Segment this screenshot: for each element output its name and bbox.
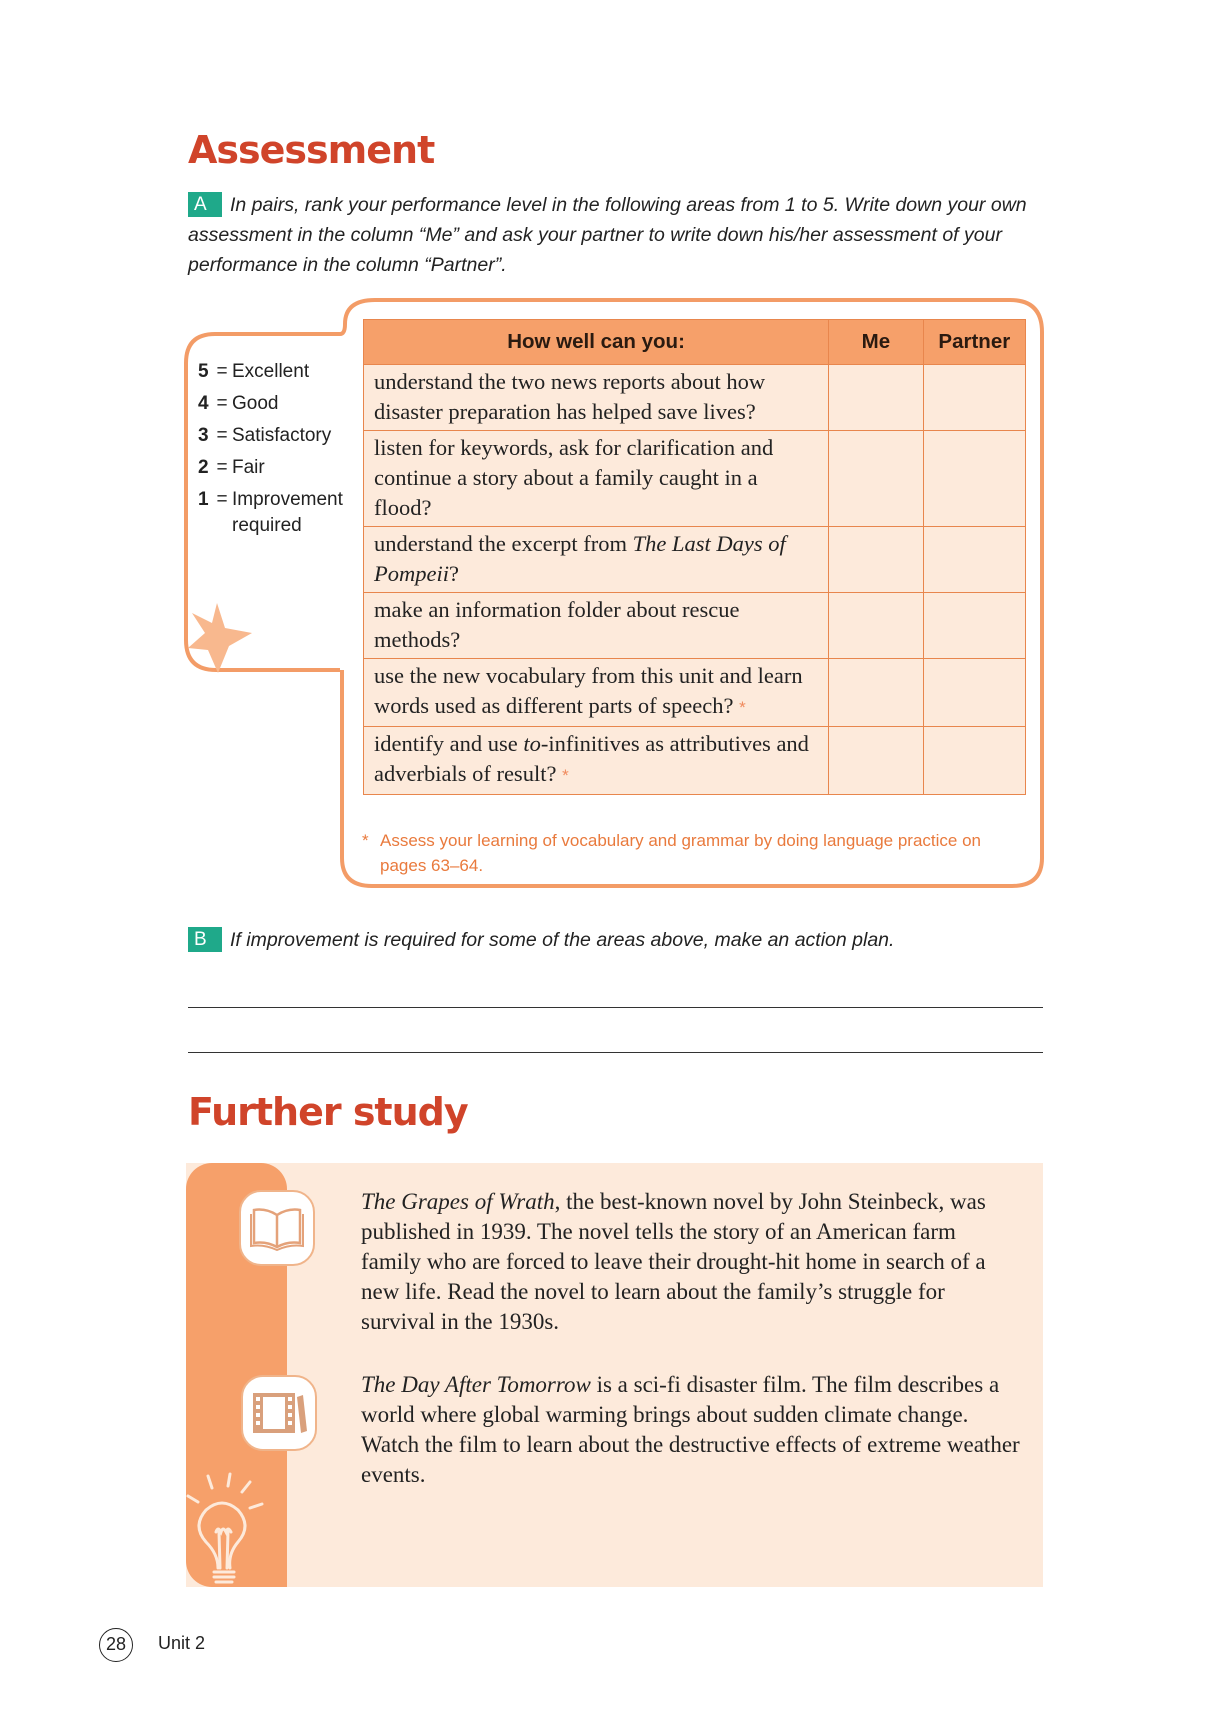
book-icon: [248, 1205, 306, 1251]
me-score-cell[interactable]: [829, 593, 924, 659]
task-b-text: If improvement is required for some of the areas above, make an action plan.: [230, 929, 895, 951]
scale-equals: =: [216, 393, 228, 414]
skill-cell: [364, 431, 829, 527]
skill-cell: [364, 527, 829, 593]
lightbulb-icon: [186, 1470, 286, 1590]
me-score-cell[interactable]: [829, 527, 924, 593]
table-row: [364, 727, 1026, 795]
scale-item: [198, 452, 362, 484]
scale-item: [198, 484, 362, 539]
novel-title: The Grapes of Wrath: [361, 1189, 555, 1214]
partner-score-cell[interactable]: [923, 365, 1025, 431]
me-score-cell[interactable]: [829, 365, 924, 431]
skill-text: make an information folder about rescue methods?: [374, 597, 740, 652]
skill-title-italic: The Last Days of Pompeii: [374, 531, 786, 586]
scale-equals: =: [216, 457, 228, 478]
scale-equals: =: [216, 425, 228, 446]
study-item-novel: [361, 1187, 1021, 1337]
film-description: is a sci-fi disaster film. The film describes a world where global warming brings about sudden climate change. Watch the film to learn about the destructive effects of extreme weather events.: [361, 1372, 1020, 1487]
me-score-cell[interactable]: [829, 659, 924, 727]
table-row: [364, 527, 1026, 593]
partner-score-cell[interactable]: [923, 431, 1025, 527]
skill-cell: [364, 659, 829, 727]
header-me: Me: [829, 320, 924, 365]
table-footnote: [362, 828, 1022, 878]
me-score-cell[interactable]: [829, 727, 924, 795]
skill-cell: [364, 593, 829, 659]
scale-label: Satisfactory: [232, 425, 332, 446]
footnote-pages: pages 63–64.: [380, 856, 484, 875]
scale-item: [198, 388, 362, 420]
me-score-cell[interactable]: [829, 431, 924, 527]
task-b-badge: B: [188, 927, 222, 952]
action-plan-line[interactable]: [188, 1007, 1043, 1008]
table-row: [364, 365, 1026, 431]
study-item-film: [361, 1370, 1021, 1490]
star-icon: [188, 603, 252, 673]
header-how-well: How well can you:: [364, 320, 829, 365]
scale-item: [198, 420, 362, 452]
scale-item: [198, 356, 362, 388]
skill-text-end: -infinitives as attributives and adverbials of result?: [374, 731, 809, 786]
partner-score-cell[interactable]: [923, 593, 1025, 659]
asterisk-marker: *: [562, 766, 569, 785]
footnote-text: Assess your learning of vocabulary and grammar by doing language practice on: [380, 831, 982, 850]
skill-text: listen for keywords, ask for clarification and continue a story about a family caught in a flood?: [374, 435, 774, 520]
scale-label: Good: [232, 393, 279, 414]
unit-label: Unit 2: [158, 1633, 206, 1653]
scale-label: Improvement required: [232, 489, 343, 536]
skill-cell: [364, 727, 829, 795]
scale-label: Excellent: [232, 361, 310, 382]
skill-text: understand the excerpt from: [374, 531, 633, 556]
assessment-heading: Assessment: [188, 128, 435, 172]
page-number: 28: [99, 1628, 133, 1662]
scale-number: 1: [198, 489, 209, 510]
scale-number: 5: [198, 361, 209, 382]
task-a-badge: A: [188, 192, 222, 217]
film-icon: [249, 1389, 309, 1437]
skill-text-end: ?: [448, 561, 459, 586]
rating-scale: [198, 356, 362, 539]
action-plan-line[interactable]: [188, 1052, 1043, 1053]
scale-number: 2: [198, 457, 209, 478]
table-header-row: [364, 320, 1026, 365]
skill-italic: to: [523, 731, 541, 756]
table-row: [364, 431, 1026, 527]
book-tile: [239, 1190, 315, 1266]
scale-number: 3: [198, 425, 209, 446]
further-study-heading: Further study: [188, 1090, 468, 1134]
header-partner: Partner: [923, 320, 1025, 365]
scale-number: 4: [198, 393, 209, 414]
scale-label: Fair: [232, 457, 265, 478]
film-title: The Day After Tomorrow: [361, 1372, 591, 1397]
table-row: [364, 593, 1026, 659]
skill-text: use the new vocabulary from this unit and learn words used as different parts of speech?: [374, 663, 803, 718]
scale-equals: =: [216, 361, 228, 382]
skill-text: understand the two news reports about how disaster preparation has helped save lives?: [374, 369, 766, 424]
table-row: [364, 659, 1026, 727]
scale-equals: =: [216, 489, 228, 510]
task-a-text: In pairs, rank your performance level in the following areas from 1 to 5. Write down your own assessment in the column “Me” and ask your partner to write down his/her assessment of your performance in the column “Partner”.: [188, 194, 1027, 276]
partner-score-cell[interactable]: [923, 659, 1025, 727]
skill-cell: [364, 365, 829, 431]
film-tile: [241, 1375, 317, 1451]
assessment-table: [363, 319, 1026, 795]
skill-text: identify and use: [374, 731, 524, 756]
novel-description: , the best-known novel by John Steinbeck, was published in 1939. The novel tells the story of an American farm family who are forced to leave their drought-hit home in search of a new life. Read the novel to learn about the family’s struggle for survival in the 1930s.: [361, 1189, 986, 1334]
asterisk-marker: *: [739, 698, 746, 717]
task-b-instruction: [188, 925, 1038, 955]
footnote-asterisk: *: [362, 831, 369, 850]
partner-score-cell[interactable]: [923, 727, 1025, 795]
partner-score-cell[interactable]: [923, 527, 1025, 593]
